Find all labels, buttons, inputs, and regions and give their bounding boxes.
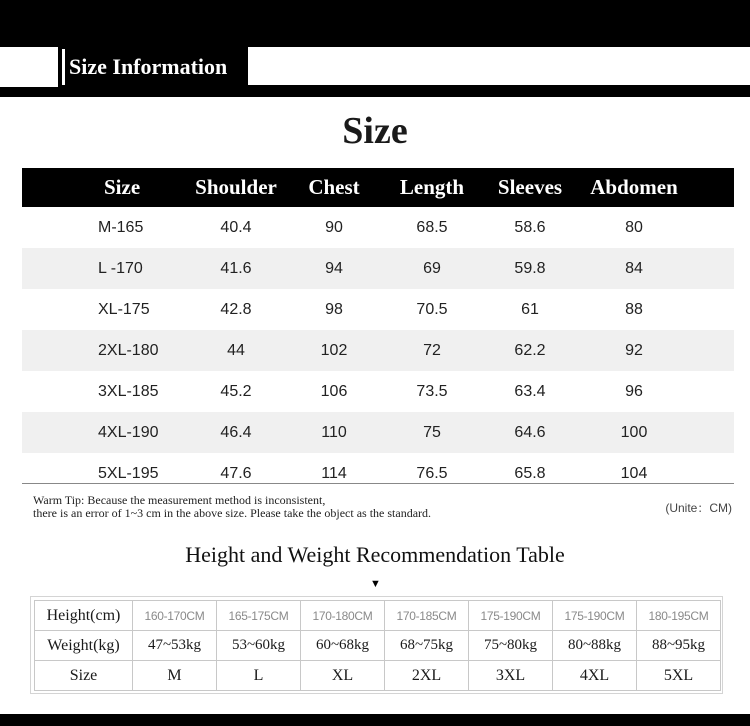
section-tag-label: Size Information: [62, 49, 244, 85]
size-row: [35, 661, 721, 691]
weight-cell: 53~60kg: [217, 631, 301, 661]
height-cell: 180-195CM: [637, 601, 721, 631]
table-row: [22, 412, 734, 453]
cell-abdomen: 104: [620, 465, 648, 482]
height-cell: 165-175CM: [217, 601, 301, 631]
cell-shoulder: 40.4: [220, 219, 252, 236]
cell-shoulder: 46.4: [220, 424, 252, 441]
cell-shoulder: 44: [227, 342, 245, 359]
cell-sleeves: 63.4: [514, 383, 546, 400]
cell-size: 4XL-190: [98, 424, 159, 441]
weight-cell: 60~68kg: [301, 631, 385, 661]
weight-cell: 75~80kg: [469, 631, 553, 661]
cell-length: 69: [423, 260, 441, 277]
weight-cell: 88~95kg: [637, 631, 721, 661]
weight-cell: 47~53kg: [133, 631, 217, 661]
cell-length: 75: [423, 424, 441, 441]
size-cell: 4XL: [553, 661, 637, 691]
warm-tip: [33, 494, 431, 520]
column-header-shoulder: Shoulder: [195, 175, 277, 199]
cell-chest: 102: [320, 342, 348, 359]
weight-row-label: Weight(kg): [35, 631, 133, 661]
size-chart-bottom-rule: [22, 483, 734, 484]
cell-size: 5XL-195: [98, 465, 159, 482]
height-row-label: Height(cm): [35, 601, 133, 631]
top-black-bar: [0, 0, 750, 47]
cell-chest: 114: [321, 465, 347, 482]
warm-tip-line-1: Warm Tip: Because the measurement method is inconsistent,: [33, 493, 326, 507]
cell-sleeves: 61: [521, 301, 539, 318]
cell-abdomen: 84: [625, 260, 643, 277]
size-cell: 3XL: [469, 661, 553, 691]
cell-sleeves: 64.6: [514, 424, 546, 441]
cell-length: 72: [423, 342, 441, 359]
weight-row: [35, 631, 721, 661]
bottom-black-bar: [0, 714, 750, 726]
cell-abdomen: 92: [625, 342, 643, 359]
cell-size: M-165: [98, 219, 144, 236]
warm-tip-line-2: there is an error of 1~3 cm in the above size. Please take the object as the standard.: [33, 506, 432, 520]
cell-abdomen: 100: [620, 424, 648, 441]
size-chart-header-row: [22, 168, 734, 207]
table-row: [22, 371, 734, 412]
table-row: [22, 248, 734, 289]
height-cell: 170-180CM: [301, 601, 385, 631]
cell-chest: 94: [325, 260, 343, 277]
height-cell: 175-190CM: [553, 601, 637, 631]
size-cell: L: [217, 661, 301, 691]
cell-shoulder: 47.6: [220, 465, 252, 482]
size-cell: 5XL: [637, 661, 721, 691]
unit-note: (Unite：CM): [665, 501, 732, 515]
table-row: [22, 207, 734, 248]
size-cell: M: [133, 661, 217, 691]
column-header-chest: Chest: [308, 175, 360, 199]
cell-abdomen: 96: [625, 383, 643, 400]
column-header-length: Length: [399, 175, 465, 199]
cell-size: 3XL-185: [98, 383, 159, 400]
cell-size: L -170: [98, 260, 143, 277]
cell-sleeves: 58.6: [514, 219, 546, 236]
column-header-abdomen: Abdomen: [590, 175, 678, 199]
recommendation-table: [34, 600, 721, 691]
cell-sleeves: 59.8: [514, 260, 546, 277]
cell-shoulder: 41.6: [220, 260, 252, 277]
column-header-size: Size: [104, 175, 141, 199]
cell-size: XL-175: [98, 301, 150, 318]
cell-length: 76.5: [416, 465, 448, 482]
cell-chest: 106: [320, 383, 348, 400]
height-cell: 160-170CM: [133, 601, 217, 631]
cell-length: 70.5: [416, 301, 448, 318]
size-chart-table: [22, 168, 734, 494]
cell-sleeves: 62.2: [514, 342, 546, 359]
table-row: [22, 453, 734, 494]
weight-cell: 68~75kg: [385, 631, 469, 661]
table-row: [22, 330, 734, 371]
cell-length: 73.5: [416, 383, 448, 400]
height-row: [35, 601, 721, 631]
column-header-sleeves: Sleeves: [497, 175, 563, 199]
cell-shoulder: 42.8: [220, 301, 252, 318]
cell-shoulder: 45.2: [220, 383, 252, 400]
size-cell: 2XL: [385, 661, 469, 691]
cell-abdomen: 80: [625, 219, 643, 236]
size-chart-title: Size: [342, 110, 408, 152]
cell-chest: 98: [325, 301, 343, 318]
cell-chest: 90: [325, 219, 343, 236]
cell-chest: 110: [321, 424, 347, 441]
height-cell: 170-185CM: [385, 601, 469, 631]
size-row-label: Size: [35, 661, 133, 691]
cell-length: 68.5: [416, 219, 448, 236]
header-underbar: [0, 87, 750, 97]
size-cell: XL: [301, 661, 385, 691]
down-triangle-icon: ▼: [370, 578, 381, 590]
recommendation-title: Height and Weight Recommendation Table: [185, 542, 565, 567]
table-row: [22, 289, 734, 330]
weight-cell: 80~88kg: [553, 631, 637, 661]
cell-abdomen: 88: [625, 301, 643, 318]
height-cell: 175-190CM: [469, 601, 553, 631]
cell-sleeves: 65.8: [514, 465, 546, 482]
cell-size: 2XL-180: [98, 342, 159, 359]
